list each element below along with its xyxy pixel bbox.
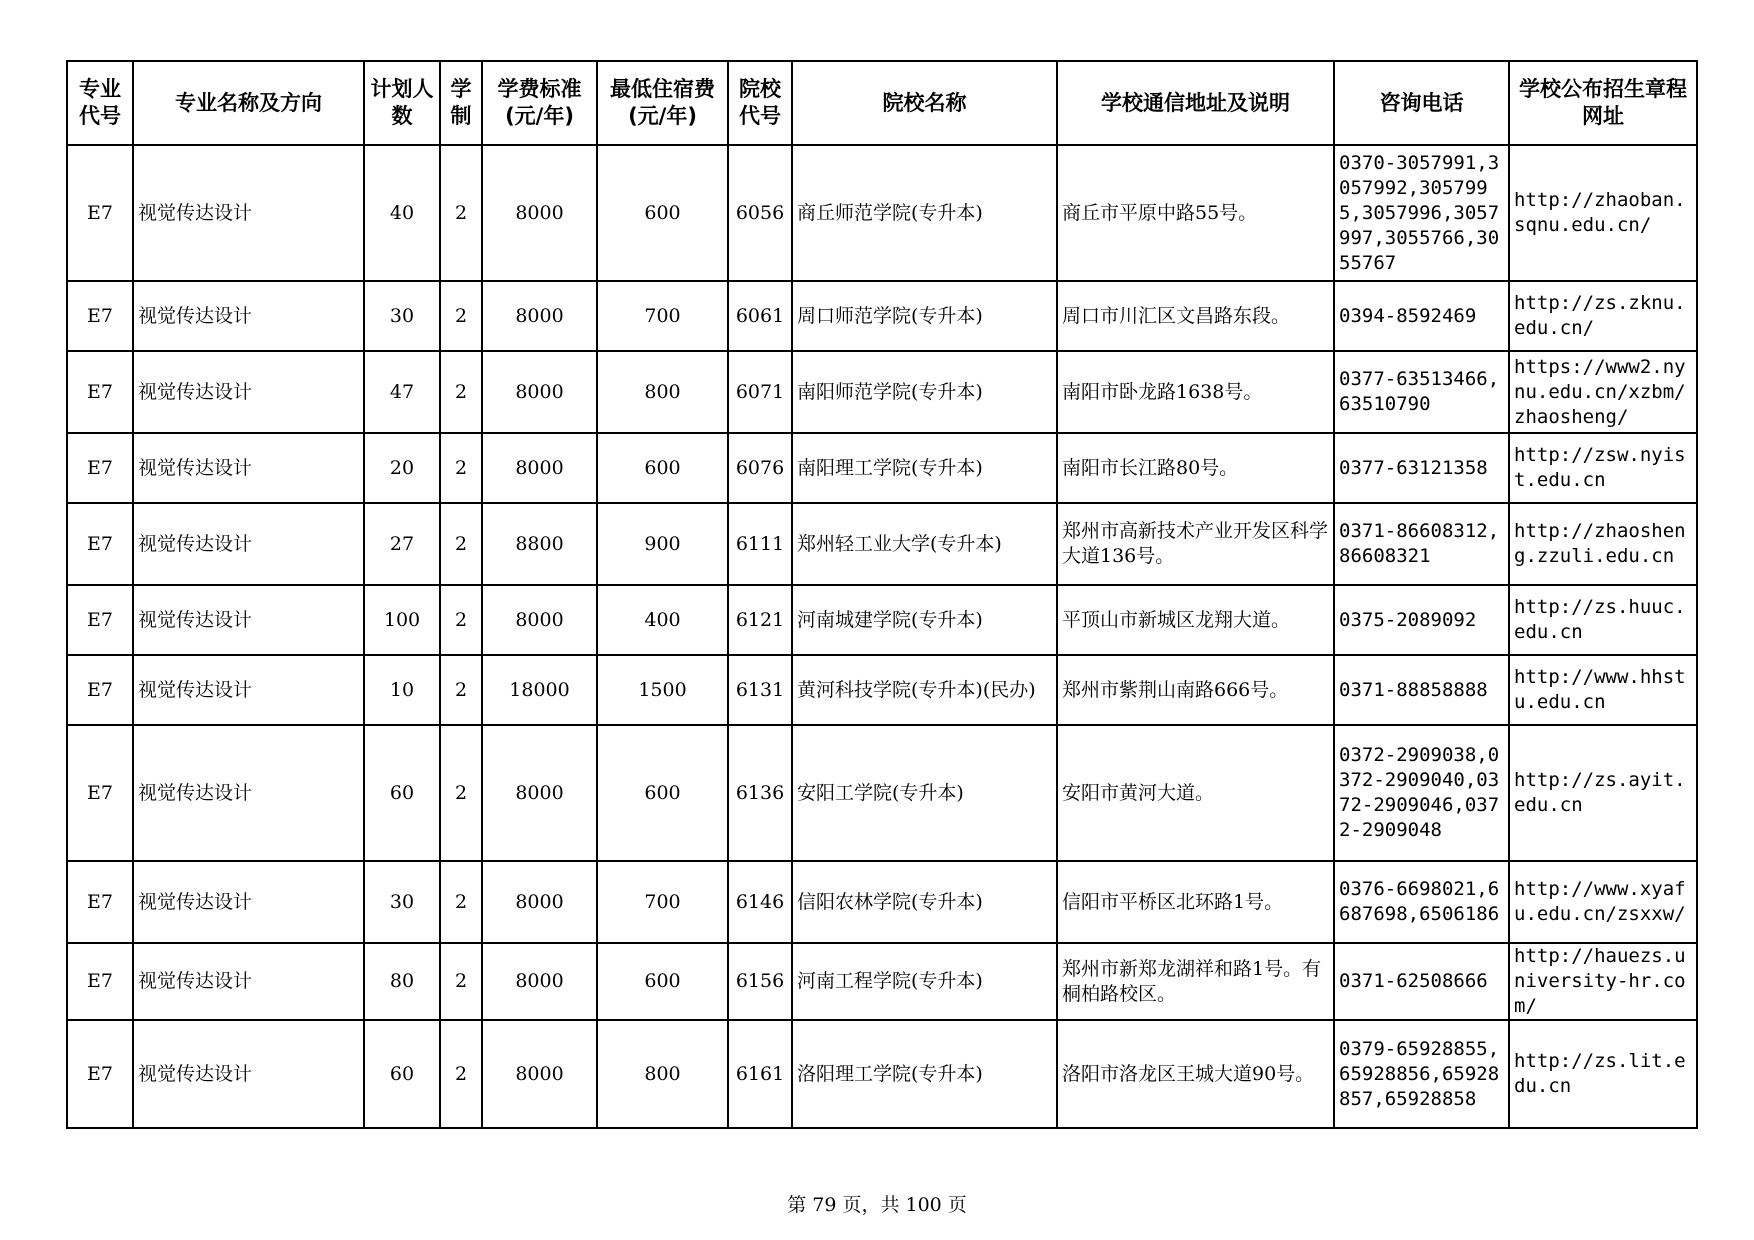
table-row bbox=[67, 433, 1697, 503]
cell-major-code: E7 bbox=[67, 145, 133, 281]
cell-major-code: E7 bbox=[67, 725, 133, 861]
cell-major-name: 视觉传达设计 bbox=[133, 145, 364, 281]
cell-address: 洛阳市洛龙区王城大道90号。 bbox=[1057, 1020, 1334, 1128]
cell-address: 郑州市新郑龙湖祥和路1号。有桐柏路校区。 bbox=[1057, 943, 1334, 1020]
cell-plan-count: 60 bbox=[364, 1020, 440, 1128]
cell-tuition: 8000 bbox=[482, 351, 597, 433]
cell-phone: 0370-3057991,3057992,3057995,3057996,3057997,3055766,3055767 bbox=[1334, 145, 1509, 281]
table-row bbox=[67, 725, 1697, 861]
header-major-code: 专业代号 bbox=[67, 61, 133, 145]
cell-school-code: 6136 bbox=[728, 725, 792, 861]
table-row bbox=[67, 585, 1697, 655]
cell-address: 郑州市高新技术产业开发区科学大道136号。 bbox=[1057, 503, 1334, 585]
cell-school-name: 黄河科技学院(专升本)(民办) bbox=[792, 655, 1057, 725]
cell-tuition: 8000 bbox=[482, 145, 597, 281]
cell-major-name: 视觉传达设计 bbox=[133, 351, 364, 433]
cell-website-link[interactable]: http://zs.huuc.edu.cn bbox=[1509, 585, 1697, 655]
cell-dorm-fee: 600 bbox=[597, 943, 728, 1020]
cell-duration: 2 bbox=[440, 655, 482, 725]
cell-phone: 0375-2089092 bbox=[1334, 585, 1509, 655]
cell-tuition: 8000 bbox=[482, 725, 597, 861]
cell-major-name: 视觉传达设计 bbox=[133, 943, 364, 1020]
cell-plan-count: 60 bbox=[364, 725, 440, 861]
cell-major-name: 视觉传达设计 bbox=[133, 725, 364, 861]
cell-phone: 0379-65928855,65928856,65928857,65928858 bbox=[1334, 1020, 1509, 1128]
cell-major-code: E7 bbox=[67, 1020, 133, 1128]
cell-major-code: E7 bbox=[67, 281, 133, 351]
cell-school-name: 信阳农林学院(专升本) bbox=[792, 861, 1057, 943]
cell-duration: 2 bbox=[440, 585, 482, 655]
cell-major-code: E7 bbox=[67, 433, 133, 503]
cell-tuition: 8000 bbox=[482, 585, 597, 655]
cell-major-name: 视觉传达设计 bbox=[133, 1020, 364, 1128]
cell-dorm-fee: 1500 bbox=[597, 655, 728, 725]
cell-major-code: E7 bbox=[67, 503, 133, 585]
cell-major-name: 视觉传达设计 bbox=[133, 655, 364, 725]
table-row bbox=[67, 351, 1697, 433]
table-row bbox=[67, 861, 1697, 943]
cell-school-name: 河南城建学院(专升本) bbox=[792, 585, 1057, 655]
header-major-name: 专业名称及方向 bbox=[133, 61, 364, 145]
header-duration: 学制 bbox=[440, 61, 482, 145]
cell-school-code: 6056 bbox=[728, 145, 792, 281]
cell-duration: 2 bbox=[440, 1020, 482, 1128]
cell-tuition: 8000 bbox=[482, 943, 597, 1020]
cell-phone: 0377-63121358 bbox=[1334, 433, 1509, 503]
table-row bbox=[67, 1020, 1697, 1128]
admissions-table bbox=[66, 60, 1698, 1129]
cell-phone: 0371-88858888 bbox=[1334, 655, 1509, 725]
cell-tuition: 18000 bbox=[482, 655, 597, 725]
header-plan-count: 计划人数 bbox=[364, 61, 440, 145]
cell-website-link[interactable]: http://zs.ayit.edu.cn bbox=[1509, 725, 1697, 861]
cell-website-link[interactable]: http://zs.lit.edu.cn bbox=[1509, 1020, 1697, 1128]
cell-address: 安阳市黄河大道。 bbox=[1057, 725, 1334, 861]
cell-tuition: 8000 bbox=[482, 1020, 597, 1128]
cell-major-code: E7 bbox=[67, 861, 133, 943]
cell-website-link[interactable]: http://zsw.nyist.edu.cn bbox=[1509, 433, 1697, 503]
cell-address: 信阳市平桥区北环路1号。 bbox=[1057, 861, 1334, 943]
cell-phone: 0372-2909038,0372-2909040,0372-2909046,0372-2909048 bbox=[1334, 725, 1509, 861]
cell-duration: 2 bbox=[440, 145, 482, 281]
page-footer: 第 79 页，共 100 页 bbox=[787, 1194, 967, 1216]
cell-plan-count: 47 bbox=[364, 351, 440, 433]
header-school-name: 院校名称 bbox=[792, 61, 1057, 145]
cell-school-code: 6076 bbox=[728, 433, 792, 503]
cell-school-code: 6161 bbox=[728, 1020, 792, 1128]
table-row bbox=[67, 145, 1697, 281]
table-row bbox=[67, 655, 1697, 725]
cell-school-code: 6071 bbox=[728, 351, 792, 433]
cell-school-name: 河南工程学院(专升本) bbox=[792, 943, 1057, 1020]
cell-tuition: 8800 bbox=[482, 503, 597, 585]
header-dorm-fee: 最低住宿费(元/年) bbox=[597, 61, 728, 145]
cell-dorm-fee: 700 bbox=[597, 861, 728, 943]
cell-major-name: 视觉传达设计 bbox=[133, 861, 364, 943]
cell-address: 平顶山市新城区龙翔大道。 bbox=[1057, 585, 1334, 655]
cell-address: 南阳市长江路80号。 bbox=[1057, 433, 1334, 503]
cell-major-name: 视觉传达设计 bbox=[133, 503, 364, 585]
cell-website-link[interactable]: http://hauezs.university-hr.com/ bbox=[1509, 943, 1697, 1020]
table-row bbox=[67, 503, 1697, 585]
cell-major-name: 视觉传达设计 bbox=[133, 585, 364, 655]
cell-tuition: 8000 bbox=[482, 281, 597, 351]
cell-duration: 2 bbox=[440, 943, 482, 1020]
cell-phone: 0377-63513466,63510790 bbox=[1334, 351, 1509, 433]
cell-school-name: 南阳理工学院(专升本) bbox=[792, 433, 1057, 503]
cell-dorm-fee: 400 bbox=[597, 585, 728, 655]
cell-duration: 2 bbox=[440, 433, 482, 503]
cell-school-name: 商丘师范学院(专升本) bbox=[792, 145, 1057, 281]
cell-phone: 0394-8592469 bbox=[1334, 281, 1509, 351]
cell-school-name: 洛阳理工学院(专升本) bbox=[792, 1020, 1057, 1128]
cell-major-name: 视觉传达设计 bbox=[133, 433, 364, 503]
cell-website-link[interactable]: http://zhaoban.sqnu.edu.cn/ bbox=[1509, 145, 1697, 281]
header-website: 学校公布招生章程网址 bbox=[1509, 61, 1697, 145]
table-header-row bbox=[67, 61, 1697, 145]
cell-plan-count: 10 bbox=[364, 655, 440, 725]
cell-phone: 0371-86608312,86608321 bbox=[1334, 503, 1509, 585]
header-phone: 咨询电话 bbox=[1334, 61, 1509, 145]
cell-dorm-fee: 700 bbox=[597, 281, 728, 351]
cell-duration: 2 bbox=[440, 351, 482, 433]
cell-plan-count: 40 bbox=[364, 145, 440, 281]
cell-address: 南阳市卧龙路1638号。 bbox=[1057, 351, 1334, 433]
cell-duration: 2 bbox=[440, 281, 482, 351]
cell-plan-count: 30 bbox=[364, 281, 440, 351]
cell-phone: 0371-62508666 bbox=[1334, 943, 1509, 1020]
header-tuition: 学费标准(元/年) bbox=[482, 61, 597, 145]
cell-address: 郑州市紫荆山南路666号。 bbox=[1057, 655, 1334, 725]
cell-duration: 2 bbox=[440, 725, 482, 861]
cell-tuition: 8000 bbox=[482, 861, 597, 943]
cell-plan-count: 100 bbox=[364, 585, 440, 655]
cell-plan-count: 27 bbox=[364, 503, 440, 585]
cell-major-code: E7 bbox=[67, 943, 133, 1020]
cell-school-code: 6131 bbox=[728, 655, 792, 725]
cell-school-name: 周口师范学院(专升本) bbox=[792, 281, 1057, 351]
cell-address: 商丘市平原中路55号。 bbox=[1057, 145, 1334, 281]
cell-website-link[interactable]: http://www.xyafu.edu.cn/zsxxw/ bbox=[1509, 861, 1697, 943]
cell-school-code: 6061 bbox=[728, 281, 792, 351]
cell-major-code: E7 bbox=[67, 585, 133, 655]
table-row bbox=[67, 281, 1697, 351]
cell-plan-count: 80 bbox=[364, 943, 440, 1020]
cell-school-name: 郑州轻工业大学(专升本) bbox=[792, 503, 1057, 585]
cell-duration: 2 bbox=[440, 861, 482, 943]
cell-address: 周口市川汇区文昌路东段。 bbox=[1057, 281, 1334, 351]
cell-plan-count: 30 bbox=[364, 861, 440, 943]
header-school-code: 院校代号 bbox=[728, 61, 792, 145]
cell-phone: 0376-6698021,6687698,6506186 bbox=[1334, 861, 1509, 943]
cell-major-name: 视觉传达设计 bbox=[133, 281, 364, 351]
cell-duration: 2 bbox=[440, 503, 482, 585]
cell-website-link[interactable]: https://www2.nynu.edu.cn/xzbm/zhaosheng/ bbox=[1509, 351, 1697, 433]
cell-school-name: 南阳师范学院(专升本) bbox=[792, 351, 1057, 433]
cell-dorm-fee: 600 bbox=[597, 145, 728, 281]
cell-website-link[interactable]: http://www.hhstu.edu.cn bbox=[1509, 655, 1697, 725]
cell-school-code: 6146 bbox=[728, 861, 792, 943]
cell-dorm-fee: 800 bbox=[597, 1020, 728, 1128]
cell-major-code: E7 bbox=[67, 655, 133, 725]
cell-major-code: E7 bbox=[67, 351, 133, 433]
header-address: 学校通信地址及说明 bbox=[1057, 61, 1334, 145]
cell-dorm-fee: 800 bbox=[597, 351, 728, 433]
cell-tuition: 8000 bbox=[482, 433, 597, 503]
cell-plan-count: 20 bbox=[364, 433, 440, 503]
cell-website-link[interactable]: http://zs.zknu.edu.cn/ bbox=[1509, 281, 1697, 351]
cell-dorm-fee: 600 bbox=[597, 725, 728, 861]
cell-school-code: 6111 bbox=[728, 503, 792, 585]
cell-school-name: 安阳工学院(专升本) bbox=[792, 725, 1057, 861]
cell-school-code: 6156 bbox=[728, 943, 792, 1020]
cell-dorm-fee: 900 bbox=[597, 503, 728, 585]
cell-website-link[interactable]: http://zhaosheng.zzuli.edu.cn bbox=[1509, 503, 1697, 585]
cell-dorm-fee: 600 bbox=[597, 433, 728, 503]
cell-school-code: 6121 bbox=[728, 585, 792, 655]
table-row bbox=[67, 943, 1697, 1020]
